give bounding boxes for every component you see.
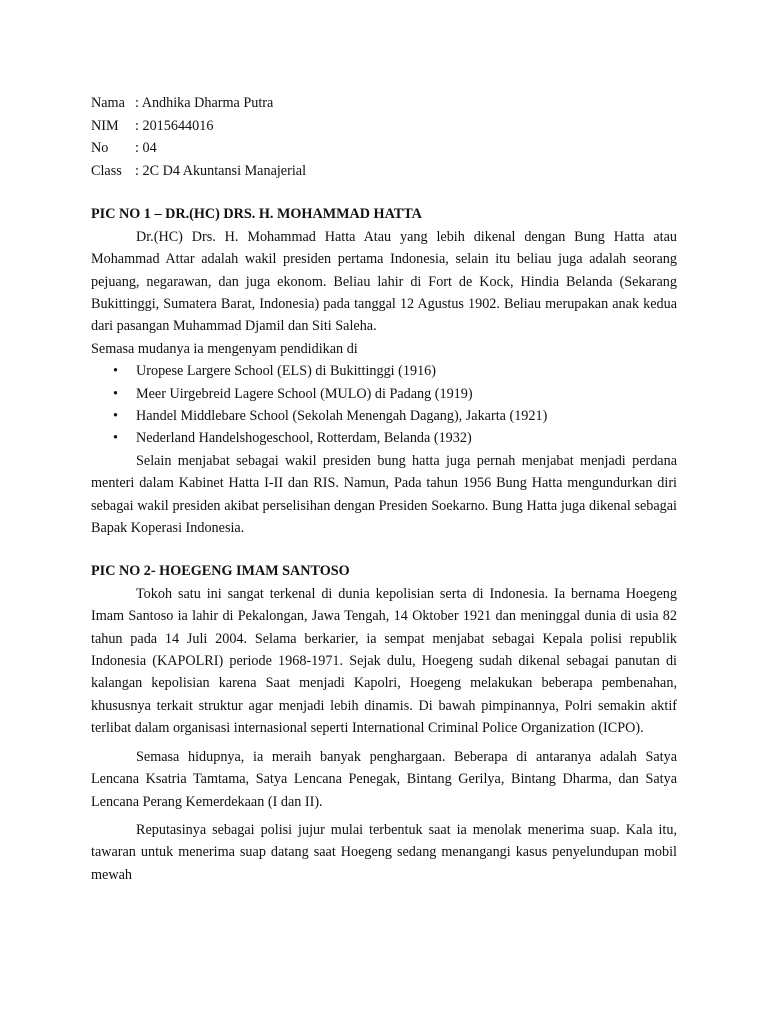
list-item	[91, 427, 677, 449]
paragraph: Reputasinya sebagai polisi jujur mulai terbentuk saat ia menolak menerima suap. Kala itu, tawaran untuk menerima suap datang saat Hoegeng sedang menangangi kasus penyelundupan mobil mewah	[91, 821, 677, 883]
info-value: : Andhika Dharma Putra	[135, 95, 274, 111]
education-list	[91, 360, 677, 450]
paragraph: Selain menjabat sebagai wakil presiden bung hatta juga pernah menjabat menjadi perdana menteri dalam Kabinet Hatta I-II dan RIS. Namun, Pada tahun 1956 Bung Hatta mengundurkan diri sebagai wakil presiden akibat perselisihan dengan Presiden Soekarno. Bung Hatta juga dikenal sebagai Bapak Koperasi Indonesia.	[91, 452, 677, 537]
info-label: No	[91, 140, 109, 157]
bullet-icon: •	[113, 385, 118, 402]
info-value: : 04	[135, 140, 157, 157]
info-row-nama	[91, 92, 677, 115]
education-intro: Semasa mudanya ia mengenyam pendidikan di	[91, 340, 358, 357]
info-value: : 2015644016	[135, 117, 214, 134]
section-title: PIC NO 1 – DR.(HC) DRS. H. MOHAMMAD HATTA	[91, 206, 422, 223]
section-title: PIC NO 2- HOEGENG IMAM SANTOSO	[91, 563, 350, 580]
info-label: Class	[91, 162, 122, 179]
list-item-text: Uropese Largere School (ELS) di Bukittinggi (1916)	[136, 363, 436, 380]
section-hoegeng	[91, 560, 677, 886]
section-hatta	[91, 203, 677, 539]
info-label: NIM	[91, 117, 119, 134]
list-item	[91, 405, 677, 427]
document-body	[91, 92, 677, 886]
list-item-text: Nederland Handelshogeschool, Rotterdam, Belanda (1932)	[136, 430, 472, 447]
paragraph: Dr.(HC) Drs. H. Mohammad Hatta Atau yang lebih dikenal dengan Bung Hatta atau Mohammad Attar adalah wakil presiden pertama Indonesia, selain itu beliau juga adalah seorang pejuang, negarawan, dan juga ekonom. Beliau lahir di Fort de Kock, Hindia Belanda (Sekarang Bukittinggi, Sumatera Barat, Indonesia) pada tanggal 12 Agustus 1902. Beliau merupakan anak kedua dari pasangan Muhammad Djamil dan Siti Saleha.	[91, 228, 677, 335]
info-row-no	[91, 137, 677, 160]
bullet-icon: •	[113, 408, 118, 425]
student-info	[91, 92, 677, 182]
info-value: : 2C D4 Akuntansi Manajerial	[135, 162, 307, 179]
info-row-nim	[91, 115, 677, 138]
bullet-icon: •	[113, 430, 118, 447]
info-label: Nama	[91, 95, 125, 111]
list-item	[91, 360, 677, 382]
list-item	[91, 383, 677, 405]
info-row-class	[91, 160, 677, 183]
paragraph: Tokoh satu ini sangat terkenal di dunia kepolisian serta di Indonesia. Ia bernama Hoegeng Imam Santoso ia lahir di Pekalongan, Jawa Tengah, 14 Oktober 1921 dan meninggal dunia di usia 82 tahun pada 14 Juli 2004. Selama berkarier, ia sempat menjabat sebagai Kepala polisi republik Indonesia (KAPOLRI) periode 1968-1971. Sejak dulu, Hoegeng sudah dikenal sebagai panutan di kalangan kepolisian karena Saat menjadi Kapolri, Hoegeng melakukan beberapa pembenahan, khususnya terkait struktur agar menjadi lebih dinamis. Di bawah pimpinannya, Polri semakin aktif terlibat dalam organisasi internasional seperti International Criminal Police Organization (ICPO).	[91, 585, 677, 737]
list-item-text: Meer Uirgebreid Lagere School (MULO) di Padang (1919)	[136, 385, 473, 402]
bullet-icon: •	[113, 363, 118, 380]
list-item-text: Handel Middlebare School (Sekolah Menengah Dagang), Jakarta (1921)	[136, 408, 548, 425]
paragraph: Semasa hidupnya, ia meraih banyak penghargaan. Beberapa di antaranya adalah Satya Lencana Ksatria Tamtama, Satya Lencana Penegak, Bintang Gerilya, Bintang Dharma, dan Satya Lencana Perang Kemerdekaan (I dan II).	[91, 748, 677, 810]
